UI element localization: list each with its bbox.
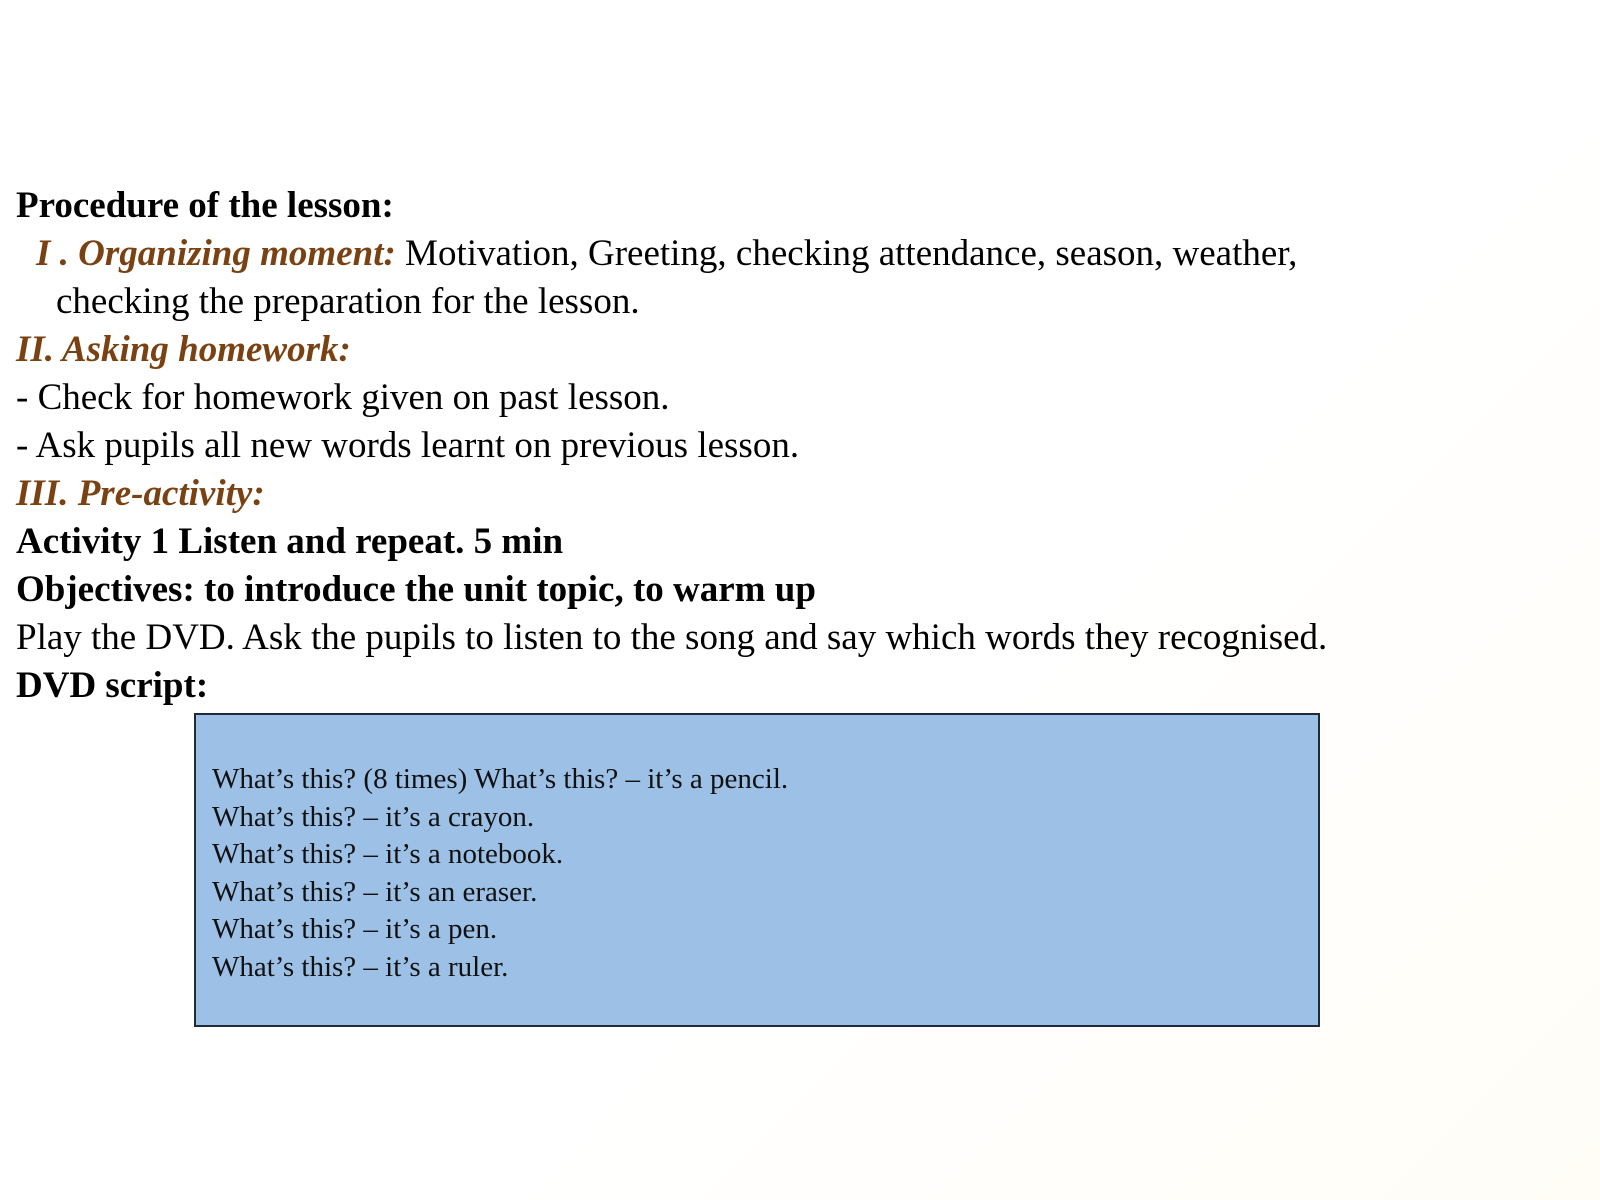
organizing-moment-text: Motivation, Greeting, checking attendance, season, weather, — [395, 233, 1298, 274]
activity-instructions: Play the DVD. Ask the pupils to listen to the song and say which words they recognised. — [16, 617, 1328, 658]
asking-homework-heading: II. Asking homework: — [16, 329, 351, 370]
dvd-script-line: What’s this? (8 times) What’s this? – it’s a pencil. — [212, 763, 789, 795]
pre-activity-heading: III. Pre-activity: — [16, 473, 265, 514]
dvd-script-line: What’s this? – it’s a pen. — [212, 913, 498, 945]
dvd-script-line: What’s this? – it’s a crayon. — [212, 800, 535, 833]
dvd-script-line: What’s this? – it’s an eraser. — [212, 875, 538, 908]
dvd-script-label: DVD script: — [16, 665, 209, 706]
objectives: Objectives: to introduce the unit topic, to warm up — [16, 569, 816, 610]
organizing-moment-continuation: checking the preparation for the lesson. — [56, 281, 640, 322]
homework-item: - Ask pupils all new words learnt on previous lesson. — [16, 425, 800, 466]
procedure-heading: Procedure of the lesson: — [16, 185, 394, 226]
lesson-procedure — [16, 182, 1586, 710]
organizing-moment-line — [16, 230, 1586, 278]
dvd-script-box — [194, 713, 1320, 1027]
homework-item: - Check for homework given on past lesson. — [16, 377, 670, 418]
organizing-moment-heading: I . Organizing moment: — [36, 233, 396, 274]
dvd-script-line: What’s this? – it’s a ruler. — [212, 950, 509, 983]
dvd-script-line: What’s this? – it’s a notebook. — [212, 838, 564, 870]
activity-title: Activity 1 Listen and repeat. 5 min — [16, 521, 564, 562]
